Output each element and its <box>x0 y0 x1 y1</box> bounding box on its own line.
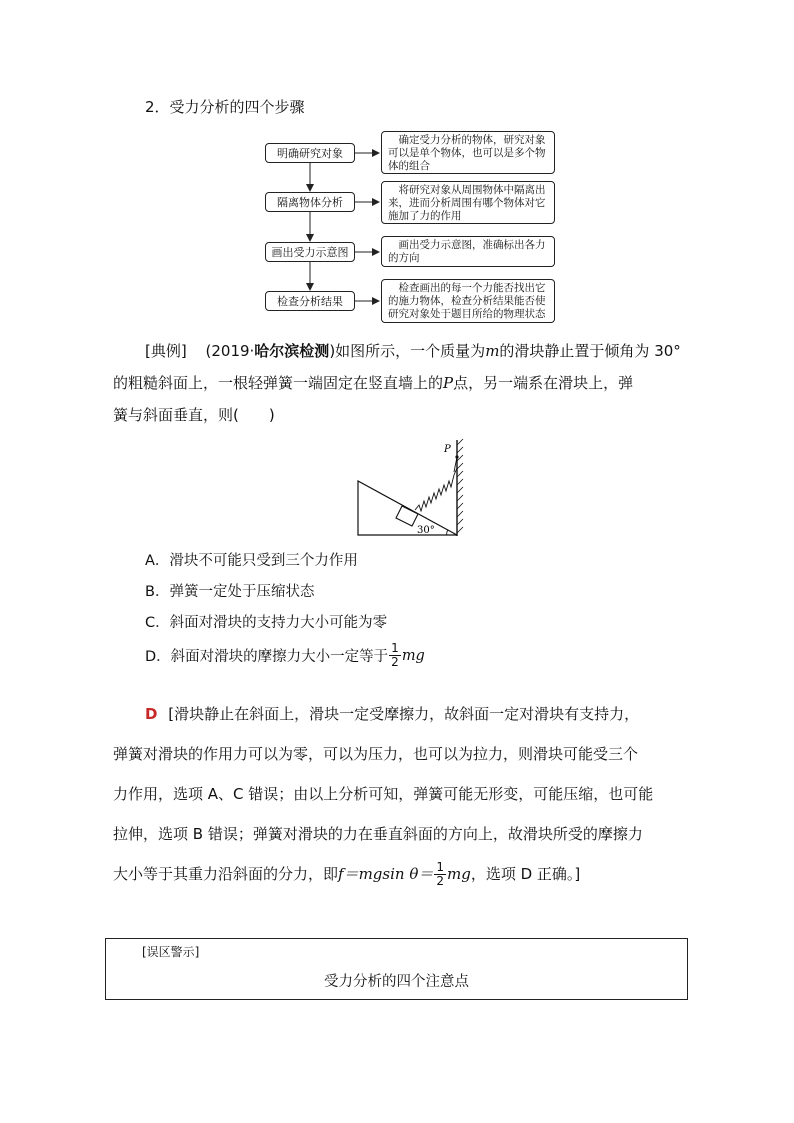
option-d-fraction <box>389 642 401 669</box>
point-p-label: P <box>444 444 451 455</box>
answer-letter: D <box>145 705 158 723</box>
angle-arc <box>447 530 448 535</box>
example-tag: [典例] <box>145 342 187 360</box>
answer-formula: f＝mgsin θ＝ <box>338 865 434 883</box>
option-b: B．弹簧一定处于压缩状态 <box>145 584 315 600</box>
answer-mg: mg <box>447 865 471 883</box>
step-4-box: 检查分析结果 <box>265 291 355 311</box>
angle-label: 30° <box>417 525 435 536</box>
step-2-box: 隔离物体分析 <box>265 192 355 212</box>
example-line2a: 的粗糙斜面上，一根轻弹簧一端固定在竖直墙上的 <box>113 374 444 392</box>
answer-frac-den: 2 <box>436 873 444 888</box>
frac-numerator: 1 <box>391 641 399 655</box>
answer-fraction <box>434 861 446 888</box>
point-var: P <box>443 374 454 392</box>
section-heading: 2．受力分析的四个步骤 <box>145 98 305 116</box>
warning-title: 受力分析的四个注意点 <box>324 974 469 990</box>
answer-block <box>113 694 693 894</box>
option-c: C．斜面对滑块的支持力大小可能为零 <box>145 615 388 631</box>
step-2-desc: 将研究对象从周围物体中隔离出来，进而分析周围有哪个物体对它施加了力的作用 <box>381 181 555 224</box>
answer-line4: 拉伸，选项 B 错误；弹簧对滑块的力在垂直斜面的方向上，故滑块所受的摩擦力 <box>113 825 643 843</box>
slider-block <box>396 506 418 526</box>
example-line1-tail: 的滑块静止置于倾角为 30° <box>499 342 681 360</box>
answer-frac-num: 1 <box>436 859 444 874</box>
example-problem <box>113 335 693 431</box>
answer-line5b: ，选项 D 正确。] <box>470 865 581 883</box>
answer-line3: 力作用，选项 A、C 错误；由以上分析可知，弹簧可能无形变，可能压缩，也可能 <box>113 785 654 803</box>
frac-denominator: 2 <box>391 655 399 669</box>
example-line3: 簧与斜面垂直，则( ) <box>113 406 275 424</box>
step-1-desc: 确定受力分析的物体，研究对象可以是单个物体，也可以是多个物体的组合 <box>381 131 555 174</box>
option-a: A．滑块不可能只受到三个力作用 <box>145 553 358 569</box>
answer-line1: [滑块静止在斜面上，滑块一定受摩擦力，故斜面一定对滑块有支持力， <box>168 705 640 723</box>
step-3-desc: 画出受力示意图，准确标出各力的方向 <box>381 236 555 267</box>
incline-triangle <box>358 481 457 535</box>
step-4-desc: 检查画出的每一个力能否找出它的施力物体，检查分析结果能否使研究对象处于题目所给的物理状态 <box>381 279 555 323</box>
answer-line2: 弹簧对滑块的作用力可以为零，可以为压力，也可以为拉力，则滑块可能受三个 <box>113 745 639 763</box>
answer-line5a: 大小等于其重力沿斜面的分力，即 <box>113 865 339 883</box>
wall-hatching <box>457 439 463 533</box>
option-d <box>145 642 425 669</box>
option-d-text: D．斜面对滑块的摩擦力大小一定等于 <box>145 649 389 665</box>
step-1-box: 明确研究对象 <box>265 143 355 163</box>
warning-tag: [误区警示] <box>142 945 200 959</box>
incline-figure <box>350 435 480 540</box>
option-d-mg: mg <box>401 647 425 664</box>
example-source-close: ) <box>329 342 336 360</box>
example-source-open: (2019· <box>205 342 255 360</box>
example-line2b: 点，另一端系在滑块上，弹 <box>453 374 634 392</box>
spring <box>415 468 457 511</box>
answer-line5 <box>113 854 693 894</box>
example-line1: 如图所示，一个质量为 <box>335 342 486 360</box>
warning-box <box>105 938 688 1000</box>
mass-var: m <box>485 342 500 360</box>
example-source-place: 哈尔滨检测 <box>254 342 330 360</box>
step-3-box: 画出受力示意图 <box>265 242 355 262</box>
